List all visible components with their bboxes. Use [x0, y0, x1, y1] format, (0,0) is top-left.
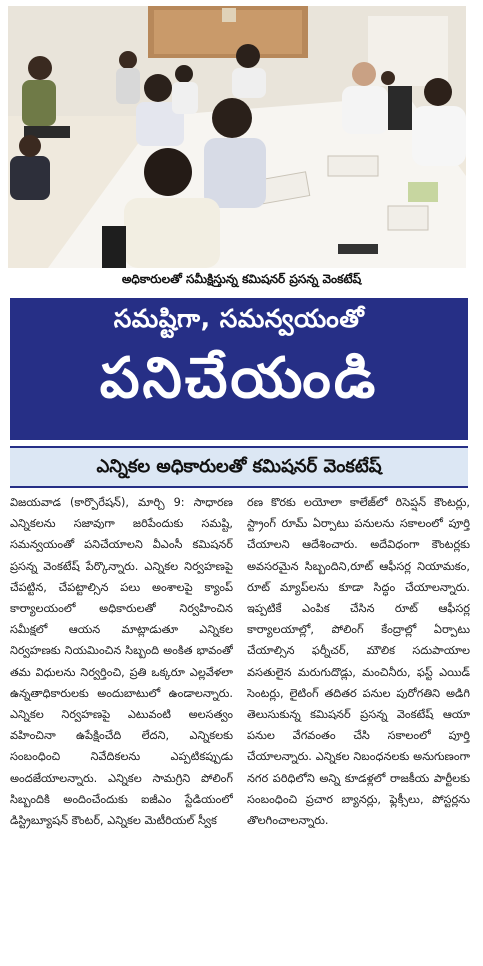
headline-line1: సమష్టిగా, సమన్వయంతో: [113, 304, 365, 333]
headline-banner: [10, 298, 468, 440]
article-body: [10, 492, 470, 960]
headline-line2: పనిచేయండి: [99, 346, 379, 411]
article-column-2: రణ కొరకు లయోలా కాలేజ్‌లో రిసెప్షన్ కౌంటర్లు, స్ట్రాంగ్ రూమ్ ఏర్పాటు పనులను సకాలంలో పూర్తి చేయాలని ఆదేశించారు. అదేవిధంగా కౌంటర్లకు అవసరమైన సిబ్బందిని,రూట్ ఆఫీసర్ల నియామకం, రూట్ మ్యాప్‌లను కూడా సిద్ధం చేయాలన్నారు. ఇప్పటికే ఎంపిక చేసిన రూట్ ఆఫీసర్ల కార్యాలయాల్లో, పోలింగ్ కేంద్రాల్లో ఏర్పాటు చేయాల్సిన ఫర్నీచర్, మౌలిక సదుపాయాల వసతులైన మరుగుదొడ్లు, మంచినీరు, ఫస్ట్ ఎయిడ్ సెంటర్లు, లైటింగ్ తదితర పనుల పురోగతిని అడిగి తెలుసుకున్న కమిషనర్ ప్రసన్న వెంకటేష్ ఆయా పనుల వేగవంతం చేసి సకాలంలో పూర్తి చేయాలన్నారు. ఎన్నికల నిబంధనలకు అనుగుణంగా నగర పరిధిలోని అన్ని కూడళ్లలో రాజకీయ పార్టీలకు సంబంధించి ప్రచార బ్యానర్లు, ఫ్లెక్సీలు, పోస్టర్లను తొలగించాలన్నారు.: [247, 496, 470, 828]
photo-caption: అధికారులతో సమీక్షిస్తున్న కమిషనర్ ప్రసన్న వెంకటేష్: [121, 272, 362, 286]
meeting-photo: [8, 6, 466, 268]
article-column-1: విజయవాడ (కార్పొరేషన్), మార్చి 9: సాధారణ ఎన్నికలను సజావుగా జరిపేందుకు సమష్టి, సమన్వయంతో పనిచేయాలని వీఎంసీ కమిషనర్ ప్రసన్న వెంకటేష్ పేర్కొన్నారు. ఎన్నికల నిర్వహణపై చేపట్టిన, చేపట్టాల్సిన పలు అంశాలపై క్యాంప్ కార్యాలయంలో అధికారులతో నిర్వహించిన సమీక్షలో ఆయన మాట్లాడుతూ ఎన్నికల నిర్వహణకు నియమించిన సిబ్బంది అంకిత భావంతో తమ విధులను నిర్వర్తించి, ప్రతి ఒక్కరూ ఎల్లవేళలా ఉన్నతాధికారులకు అందుబాటులో ఉండాలన్నారు. ఎన్నికల నిర్వహణపై ఎటువంటి అలసత్వం వహించినా ఉపేక్షించేది లేదని, ఎన్నికలకు సంబంధించి నివేదికలను ఎప్పటికప్పుడు అందజేయాలన్నారు. ఎన్నికల సామగ్రిని పోలింగ్ సిబ్బందికి అందించేందుకు ఐజీఎం స్టేడియంలో డిస్ట్రిబ్యూషన్ కౌంటర్, ఎన్నికల మెటీరియల్ స్వీక: [10, 496, 233, 828]
subheadline: ఎన్నికల అధికారులతో కమిషనర్ వెంకటేష్: [10, 446, 468, 488]
